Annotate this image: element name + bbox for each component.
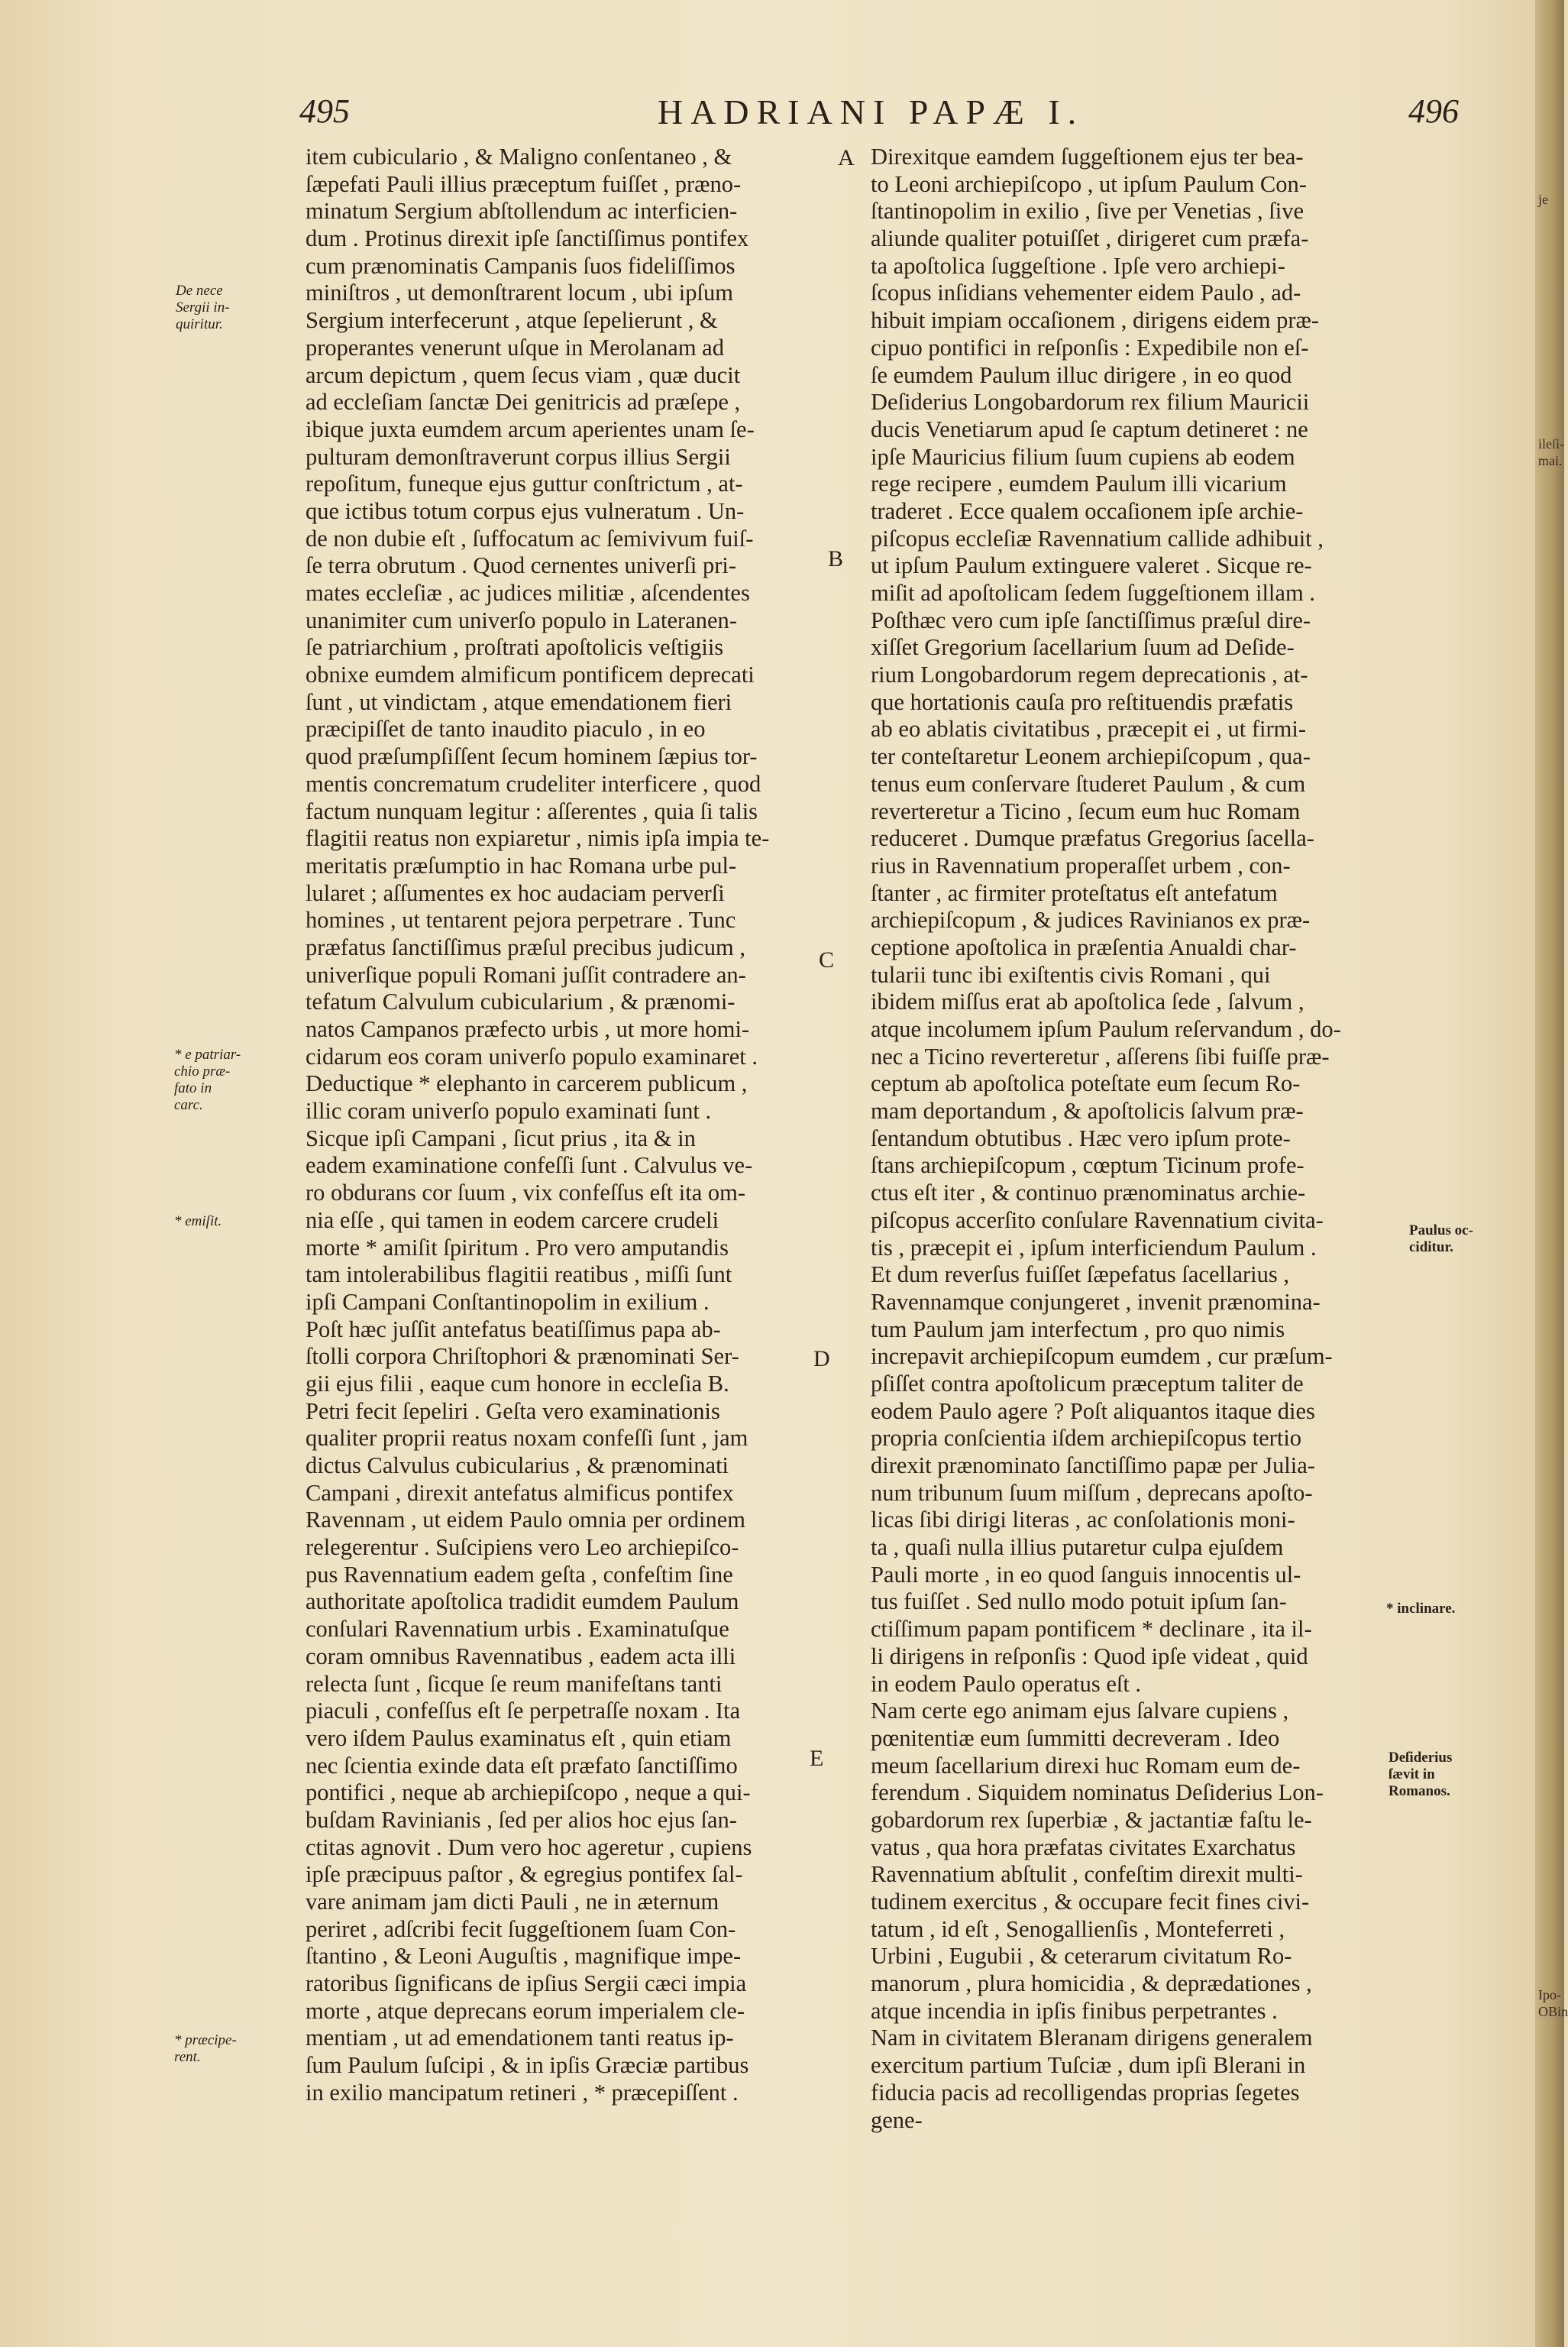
text-line: ipſe præcipuus paſtor , & egregius pontifex ſal- <box>306 1861 743 1888</box>
text-line: reduceret . Dumque præfatus Gregorius ſacella- <box>871 825 1314 852</box>
text-line: atque incolumem ipſum Paulum reſervandum , do- <box>871 1016 1341 1042</box>
text-line: gii ejus filii , eaque cum honore in eccleſia B. <box>306 1370 729 1397</box>
text-line: buſdam Ravinianis , ſed per alios hoc ejus ſan- <box>306 1806 737 1833</box>
text-line: ſtantino , & Leoni Auguſtis , magnifique impe- <box>306 1943 742 1970</box>
text-line: li dirigens in reſponſis : Quod ipſe videat , quid <box>871 1643 1308 1669</box>
right-text-column <box>871 144 1398 2134</box>
text-line: piſcopus eccleſiæ Ravennatium callide adhibuit , <box>871 525 1324 552</box>
left-text-column <box>306 144 825 2107</box>
text-line: propria conſcientia iſdem archiepiſcopus tertio <box>871 1425 1302 1452</box>
margin-note: * emiſit. <box>174 1213 222 1229</box>
text-line: lularet ; aſſumentes ex hoc audaciam perverſi <box>306 879 725 906</box>
edge-note: Ipo- OBin <box>1538 1987 1568 2019</box>
text-line: to Leoni archiepiſcopo , ut ipſum Paulum Con- <box>871 170 1307 197</box>
text-line: mentis concrematum crudeliter interficere , quod <box>306 770 761 797</box>
text-line: cipuo pontifici in reſponſis : Expedibile non eſ- <box>871 334 1309 361</box>
text-line: nec a Ticino reverteretur , aſſerens ſibi fuiſſe præ- <box>871 1043 1330 1070</box>
text-line: gene- <box>871 2106 923 2133</box>
text-line: ſentandum obtutibus . Hæc vero ipſum prote- <box>871 1125 1291 1151</box>
text-line: ſtolli corpora Chriſtophori & prænominati Ser- <box>306 1343 739 1370</box>
text-line: nec ſcientia exinde data eſt præfato ſanctiſſimo <box>306 1752 738 1779</box>
text-line: vatus , qua hora præfatas civitates Exarchatus <box>871 1834 1296 1860</box>
text-line: arcum depictum , quem ſecus viam , quæ ducit <box>306 361 741 388</box>
section-letter: D <box>813 1346 830 1371</box>
text-line: mentiam , ut ad emendationem tanti reatus ip- <box>306 2025 734 2051</box>
text-line: Sicque ipſi Campani , ſicut prius , ita & in <box>306 1125 696 1151</box>
text-line: item cubiculario , & Maligno conſentaneo , & <box>306 144 732 170</box>
text-line: ut ipſum Paulum extinguere valeret . Sicque re- <box>871 552 1312 579</box>
text-line: ducis Venetiarum apud ſe captum detineret : ne <box>871 416 1308 442</box>
text-line: flagitii reatus non expiaretur , nimis ipſa impia te- <box>306 825 770 852</box>
text-line: cidarum eos coram univerſo populo examinaret . <box>306 1043 758 1070</box>
text-line: eadem examinatione confeſſi ſunt . Calvulus ve- <box>306 1152 753 1179</box>
text-line: meum ſacellarium direxi huc Romam eum de- <box>871 1752 1301 1779</box>
text-line: pœnitentiæ eum ſummitti decreveram . Ideo <box>871 1724 1280 1751</box>
text-line: ſcopus inſidians vehementer eidem Paulo , ad- <box>871 280 1301 306</box>
margin-note: * e patriar- chio præ- fato in carc. <box>174 1047 241 1113</box>
text-line: hibuit impiam occaſionem , dirigens eidem præ- <box>871 307 1319 334</box>
text-line: ibique juxta eumdem arcum aperientes unam ſe- <box>306 416 755 442</box>
text-line: ab eo ablatis civitatibus , præcepit ei , ut firmi- <box>871 716 1307 743</box>
text-line: piaculi , confeſſus eſt ſe perpetraſſe noxam . Ita <box>306 1698 741 1724</box>
margin-note: * inclinare. <box>1386 1601 1456 1617</box>
text-line: ſunt , ut vindictam , atque emendationem fieri <box>306 688 732 715</box>
text-line: Poſt hæc juſſit antefatus beatiſſimus papa ab- <box>306 1316 721 1342</box>
text-line: ſtantinopolim in exilio , ſive per Venetias , ſive <box>871 198 1304 225</box>
text-line: tefatum Calvulum cubicularium , & prænomi- <box>306 989 736 1015</box>
text-line: reverteretur a Ticino , ſecum eum huc Romam <box>871 798 1301 824</box>
text-line: Pauli morte , in eo quod ſanguis innocentis ul- <box>871 1561 1301 1588</box>
text-line: Petri fecit ſepeliri . Geſta vero examinationis <box>306 1397 720 1424</box>
text-line: ro obdurans cor ſuum , vix confeſſus eſt ita om- <box>306 1180 745 1206</box>
text-line: in eodem Paulo operatus eſt . <box>871 1670 1142 1697</box>
text-line: dum . Protinus direxit ipſe ſanctiſſimus pontifex <box>306 225 749 252</box>
text-line: que ictibus totum corpus ejus vulneratum . Un- <box>306 497 745 524</box>
text-line: præfatus ſanctiſſimus præſul precibus judicum , <box>306 934 746 960</box>
margin-note: * præcipe- rent. <box>174 2032 237 2065</box>
text-line: Et dum reverſus fuiſſet ſæpefatus ſacellarius , <box>871 1261 1289 1288</box>
text-line: increpavit archiepiſcopum eumdem , cur præſum- <box>871 1343 1333 1370</box>
text-line: unanimiter cum univerſo populo in Lateranen- <box>306 607 737 633</box>
text-line: fiducia pacis ad recolligendas proprias ſegetes <box>871 2079 1300 2106</box>
text-line: miſit ad apoſtolicam ſedem ſuggeſtionem illam . <box>871 580 1315 606</box>
text-line: properantes venerunt uſque in Merolanam ad <box>306 334 724 361</box>
text-line: homines , ut tentarent pejora perpetrare . Tunc <box>306 907 736 934</box>
running-title: HADRIANI PAPÆ I. <box>657 92 1085 131</box>
text-line: ipſe Mauricius filium ſuum cupiens ab eodem <box>871 443 1295 470</box>
text-line: rege recipere , eumdem Paulum illi vicarium <box>871 471 1287 497</box>
text-line: tudinem exercitus , & occupare fecit fines civi- <box>871 1889 1310 1915</box>
section-letter: B <box>828 546 844 571</box>
text-line: vero iſdem Paulus examinatus eſt , quin etiam <box>306 1724 732 1751</box>
text-line: ratoribus ſignificans de ipſius Sergii cæci impia <box>306 1970 747 1997</box>
text-line: xiſſet Gregorium ſacellarium ſuum ad Deſide- <box>871 634 1295 661</box>
margin-note: Deſiderius ſævit in Romanos. <box>1389 1750 1453 1799</box>
section-letter: A <box>838 145 855 170</box>
text-line: morte , atque deprecans eorum imperialem cle- <box>306 1997 745 2024</box>
margin-note: De nece Sergii in- quiritur. <box>176 283 230 332</box>
text-line: Campani , direxit antefatus almificus pontifex <box>306 1479 734 1506</box>
text-line: nia eſſe , qui tamen in eodem carcere crudeli <box>306 1206 719 1233</box>
text-line: ad eccleſiam ſanctæ Dei genitricis ad præſepe , <box>306 389 741 416</box>
text-line: miniſtros , ut demonſtrarent locum , ubi ipſum <box>306 280 733 306</box>
text-line: ctitas agnovit . Dum vero hoc ageretur , cupiens <box>306 1834 752 1860</box>
text-line: archiepiſcopum , & judices Ravinianos ex præ- <box>871 907 1311 934</box>
text-line: Nam certe ego animam ejus ſalvare cupiens , <box>871 1698 1289 1724</box>
text-line: num tribunum ſuum miſſum , deprecans apoſto- <box>871 1479 1313 1506</box>
text-line: mates eccleſiæ , ac judices militiæ , aſcendentes <box>306 580 750 606</box>
text-line: Poſthæc vero cum ipſe ſanctiſſimus præſul dire- <box>871 607 1311 633</box>
text-line: tum Paulum jam interfectum , pro quo nimis <box>871 1316 1285 1342</box>
text-line: vare animam jam dicti Pauli , ne in æternum <box>306 1889 719 1915</box>
text-line: ſe patriarchium , proſtrati apoſtolicis veſtigiis <box>306 634 724 661</box>
text-line: præcipiſſet de tanto inaudito piaculo , in eo <box>306 716 706 743</box>
text-line: tus fuiſſet . Sed nullo modo potuit ipſum ſan- <box>871 1588 1287 1615</box>
text-line: ſum Paulum ſuſcipi , & in ipſis Græciæ partibus <box>306 2052 749 2079</box>
text-line: ſe terra obrutum . Quod cernentes univerſi pri- <box>306 552 737 579</box>
text-line: ta apoſtolica ſuggeſtione . Ipſe vero archiepi- <box>871 252 1285 279</box>
text-line: atque incendia in ipſis finibus perpetrantes . <box>871 1997 1278 2024</box>
text-line: morte * amiſit ſpiritum . Pro vero amputandis <box>306 1234 729 1261</box>
text-line: tam intolerabilibus flagitii reatibus , miſſi ſunt <box>306 1261 732 1288</box>
text-line: illic coram univerſo populo examinati ſunt . <box>306 1098 712 1125</box>
text-line: ſtans archiepiſcopum , cœptum Ticinum profe- <box>871 1152 1305 1179</box>
text-line: in exilio mancipatum retineri , * præcepiſſent . <box>306 2079 739 2106</box>
text-line: Deductique * elephanto in carcerem publicum , <box>306 1070 748 1097</box>
text-line: tis , præcepit ei , ipſum interficiendum Paulum . <box>871 1234 1317 1261</box>
text-line: pus Ravennatium eadem geſta , confeſtim ſine <box>306 1561 733 1588</box>
text-line: authoritate apoſtolica tradidit eumdem Paulum <box>306 1588 739 1615</box>
text-line: direxit prænominato ſanctiſſimo papæ per Julia- <box>871 1452 1315 1478</box>
text-line: que hortationis cauſa pro reſtituendis præfatis <box>871 688 1294 715</box>
text-line: ter conteſtaretur Leonem archiepiſcopum , qua- <box>871 743 1311 770</box>
text-line: ipſi Campani Conſtantinopolim in exilium . <box>306 1288 710 1315</box>
text-line: univerſique populi Romani juſſit contradere an- <box>306 961 746 988</box>
text-line: traderet . Ecce qualem occaſionem ipſe archie- <box>871 497 1304 524</box>
text-line: ſe eumdem Paulum illuc dirigere , in eo quod <box>871 361 1292 388</box>
text-line: exercitum partium Tuſciæ , dum ipſi Blerani in <box>871 2052 1306 2079</box>
text-line: pſiſſet contra apoſtolicum præceptum taliter de <box>871 1370 1304 1397</box>
text-line: Direxitque eamdem ſuggeſtionem ejus ter bea- <box>871 144 1304 170</box>
text-line: tenus eum conſervare ſtuderet Paulum , & cum <box>871 770 1306 797</box>
edge-note: je <box>1538 192 1548 207</box>
text-line: ibidem miſſus erat ab apoſtolica ſede , ſalvum , <box>871 989 1305 1015</box>
text-line: manorum , plura homicidia , & deprædationes , <box>871 1970 1312 1997</box>
text-line: coram omnibus Ravennatibus , eadem acta illi <box>306 1643 736 1669</box>
page-header <box>290 92 1459 138</box>
text-line: eodem Paulo agere ? Poſt aliquantos itaque dies <box>871 1397 1315 1424</box>
section-letter: C <box>819 947 835 973</box>
text-line: Nam in civitatem Bleranam dirigens generalem <box>871 2025 1313 2051</box>
text-line: factum nunquam legitur : aſſerentes , quia ſi talis <box>306 798 758 824</box>
text-line: conſulari Ravennatium urbis . Examinatuſque <box>306 1616 729 1643</box>
text-line: minatum Sergium abſtollendum ac interficien- <box>306 198 738 225</box>
text-line: ceptum ab apoſtolica poteſtate eum ſecum Ro- <box>871 1070 1301 1097</box>
text-line: licas ſibi dirigi literas , ac conſolationis moni- <box>871 1507 1295 1533</box>
text-line: piſcopus accerſito conſulare Ravennatium civita- <box>871 1206 1324 1233</box>
text-line: Urbini , Eugubii , & ceterarum civitatum Ro- <box>871 1943 1292 1970</box>
text-line: Deſiderius Longobardorum rex filium Mauricii <box>871 389 1310 416</box>
text-line: tatum , id eſt , Senogallienſis , Monteferreti , <box>871 1915 1285 1942</box>
text-line: ſtanter , ac firmiter proteſtatus eſt antefatum <box>871 879 1278 906</box>
text-line: relegerentur . Suſcipiens vero Leo archiepiſco- <box>306 1534 739 1561</box>
text-line: meritatis præſumptio in hac Romana urbe pul- <box>306 852 737 879</box>
edge-note: ileſi- mai. <box>1538 436 1564 468</box>
margin-note: Paulus oc- ciditur. <box>1409 1222 1473 1255</box>
text-line: Ravennatium abſtulit , confeſtim direxit multi- <box>871 1861 1303 1888</box>
text-line: Sergium interfecerunt , atque ſepelierunt , & <box>306 307 718 334</box>
right-page-number: 496 <box>1408 92 1459 130</box>
text-line: de non dubie eſt , ſuffocatum ac ſemivivum fuiſ- <box>306 525 754 552</box>
text-line: ceptione apoſtolica in præſentia Anualdi char- <box>871 934 1297 960</box>
text-line: gobardorum rex ſuperbiæ , & jactantiæ faſtu le- <box>871 1806 1312 1833</box>
text-line: qualiter proprii reatus noxam confeſſi ſunt , jam <box>306 1425 748 1452</box>
left-page-number: 495 <box>299 92 350 130</box>
text-line: pulturam demonſtraverunt corpus illius Sergii <box>306 443 731 470</box>
text-line: dictus Calvulus cubicularius , & prænominati <box>306 1452 729 1478</box>
text-line: rium Longobardorum regem deprecationis , at- <box>871 662 1308 688</box>
text-line: tularii tunc ibi exiſtentis civis Romani , qui <box>871 961 1271 988</box>
text-line: quod præſumpſiſſent ſecum hominem ſæpius tor- <box>306 743 758 770</box>
text-line: periret , adſcribi fecit ſuggeſtionem ſuam Con- <box>306 1915 736 1942</box>
text-line: ſæpefati Pauli illius præceptum fuiſſet , præno- <box>306 170 742 197</box>
text-line: rius in Ravennatium properaſſet urbem , con- <box>871 852 1291 879</box>
text-line: relecta ſunt , ſicque ſe reum manifeſtans tanti <box>306 1670 723 1697</box>
text-line: natos Campanos præfecto urbis , ut more homi- <box>306 1016 750 1042</box>
section-letter: E <box>810 1746 824 1771</box>
text-line: ferendum . Siquidem nominatus Deſiderius Lon- <box>871 1779 1324 1806</box>
text-line: Ravennamque conjungeret , invenit prænomina- <box>871 1288 1321 1315</box>
text-line: repoſitum, funeque ejus guttur conſtrictum , at- <box>306 471 743 497</box>
text-line: cum prænominatis Campanis ſuos fideliſſimos <box>306 252 736 279</box>
text-line: ctiſſimum papam pontificem * declinare , ita il- <box>871 1616 1312 1643</box>
text-line: ctus eſt iter , & continuo prænominatus archie- <box>871 1180 1306 1206</box>
text-line: obnixe eumdem almificum pontificem deprecati <box>306 662 755 688</box>
text-line: pontifici , neque ab archiepiſcopo , neque a qui- <box>306 1779 751 1806</box>
text-line: mam deportandum , & apoſtolicis ſalvum præ- <box>871 1098 1304 1125</box>
text-line: aliunde qualiter potuiſſet , dirigeret cum præfa- <box>871 225 1309 252</box>
text-line: ta , quaſi nulla illius putaretur culpa ejuſdem <box>871 1534 1284 1561</box>
text-line: Ravennam , ut eidem Paulo omnia per ordinem <box>306 1507 745 1533</box>
